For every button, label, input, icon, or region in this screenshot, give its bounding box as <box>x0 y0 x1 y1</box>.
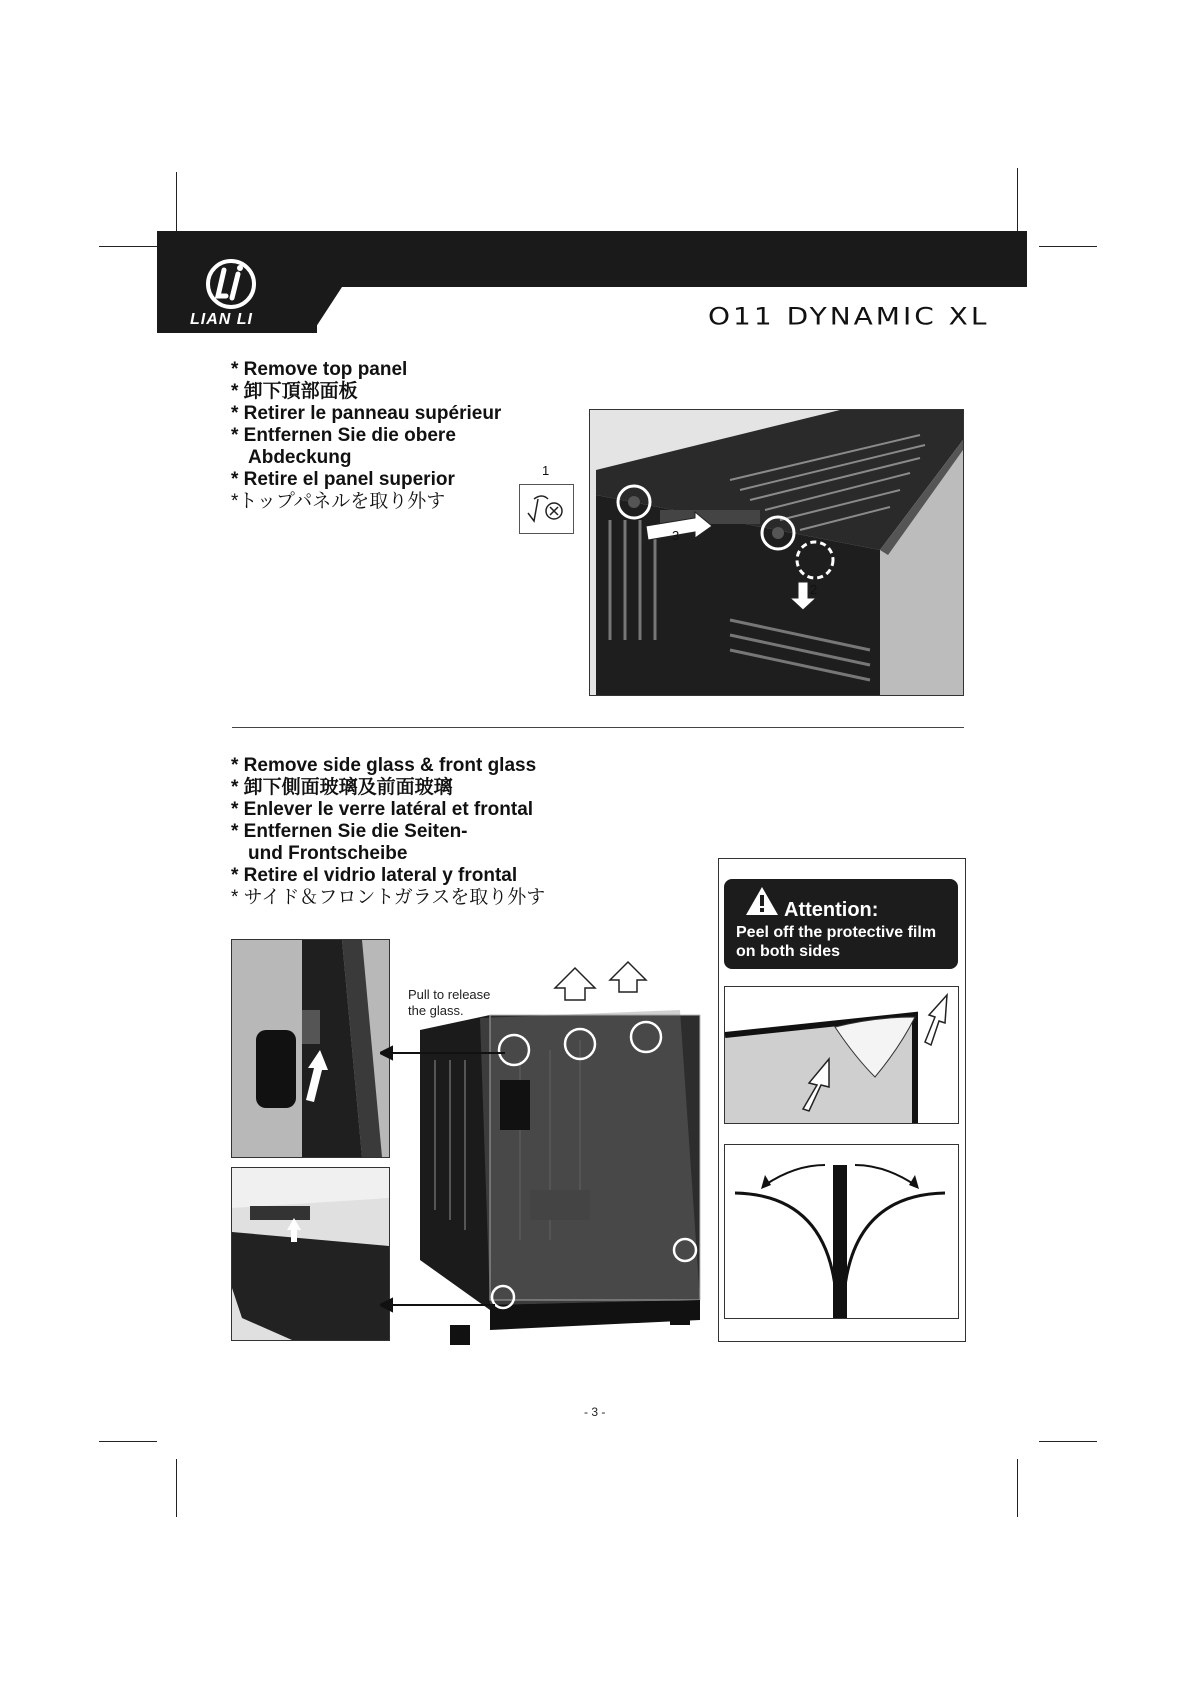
instruction-line: * サイド＆フロントガラスを取り外す <box>231 887 546 908</box>
attention-title: Attention: <box>784 899 879 921</box>
instruction-line: * 卸下頂部面板 <box>231 381 358 402</box>
crop-mark <box>1039 1441 1097 1442</box>
peel-film-diagram <box>724 986 959 1124</box>
page-number: - 3 - <box>584 1405 606 1419</box>
header-slant <box>312 287 342 333</box>
instruction-line: * 卸下側面玻璃及前面玻璃 <box>231 777 453 798</box>
warning-icon <box>744 885 780 917</box>
instruction-line: * Enlever le verre latéral et frontal <box>231 799 534 820</box>
instruction-line: * Remove side glass & front glass <box>231 755 537 776</box>
case-glass-removal-diagram <box>380 960 710 1355</box>
model-title: O11 DYNAMIC XL <box>708 302 990 331</box>
top-panel-instructions <box>231 359 501 513</box>
attention-header <box>724 879 958 969</box>
screw-icon <box>520 485 573 533</box>
step-label-2: 2 <box>810 582 818 597</box>
crop-mark <box>176 1459 177 1517</box>
foot-detail-photo <box>231 1167 390 1341</box>
instruction-line: * Remove top panel <box>231 359 408 380</box>
instruction-line: Abdeckung <box>248 447 352 468</box>
film-curve-diagram <box>724 1144 959 1319</box>
pull-release-note: Pull to release the glass. <box>408 987 491 1018</box>
crop-mark <box>1017 1459 1018 1517</box>
section-divider <box>232 727 964 728</box>
crop-mark <box>99 1441 157 1442</box>
glass-instructions <box>231 755 545 909</box>
step-label-3: 3 <box>672 528 680 543</box>
step-label-1: 1 <box>542 463 550 478</box>
instruction-line: * Retire el panel superior <box>231 469 455 490</box>
crop-mark <box>1039 246 1097 247</box>
instruction-line: * Retire el vidrio lateral y frontal <box>231 865 518 886</box>
brand-logo-text: LIAN LI <box>190 311 253 328</box>
instruction-line: * Entfernen Sie die obere <box>231 425 456 446</box>
instruction-line: und Frontscheibe <box>248 843 408 864</box>
clip-detail-photo <box>231 939 390 1158</box>
attention-message: Peel off the protective film on both sides <box>736 924 937 960</box>
top-panel-photo <box>589 409 964 696</box>
lian-li-logo-icon <box>204 258 258 310</box>
arrow-up-icon <box>555 962 646 1000</box>
crop-mark <box>99 246 157 247</box>
screw-diagram-box <box>519 484 574 534</box>
instruction-line: *トップパネルを取り外す <box>231 491 446 512</box>
instruction-line: * Entfernen Sie die Seiten- <box>231 821 468 842</box>
instruction-line: * Retirer le panneau supérieur <box>231 403 502 424</box>
